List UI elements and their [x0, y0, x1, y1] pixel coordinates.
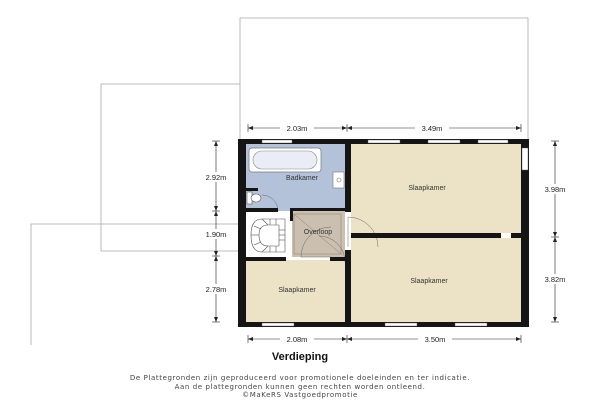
dim-left-middle-height: 1.90m: [205, 230, 227, 239]
dim-top-left-width: 2.03m: [286, 124, 308, 133]
dim-top-right-width: 3.49m: [421, 124, 443, 133]
room-label-overloop: Overloop: [303, 229, 333, 236]
dim-bottom-right-width: 3.50m: [424, 335, 446, 344]
floor-title: Verdieping: [271, 351, 329, 363]
room-label-slaapkamer-bottom-left: Slaapkamer: [278, 287, 316, 294]
disclaimer-line-2: Aan de plattegronden kunnen geen rechten worden ontleend.: [174, 382, 426, 391]
room-label-badkamer: Badkamer: [286, 175, 318, 182]
dim-left-top-height: 2.92m: [205, 173, 227, 182]
dim-right-top-height: 3.98m: [544, 185, 566, 194]
disclaimer-line-1: De Plattegronden zijn geproduceerd voor promotionele doeleinden en ter indicatie.: [129, 374, 471, 382]
bathtub-icon: [249, 148, 321, 172]
dim-right-bottom-height: 3.82m: [544, 275, 566, 284]
disclaimer-line-3: ©MaKeRS Vastgoedpromotie: [242, 391, 358, 400]
disclaimer: [0, 374, 600, 400]
dim-left-bottom-height: 2.78m: [205, 285, 227, 294]
dim-bottom-left-width: 2.08m: [286, 335, 308, 344]
room-label-slaapkamer-top-right: Slaapkamer: [408, 185, 446, 192]
sink-icon: [333, 172, 344, 188]
room-label-slaapkamer-bottom-right: Slaapkamer: [410, 278, 448, 285]
